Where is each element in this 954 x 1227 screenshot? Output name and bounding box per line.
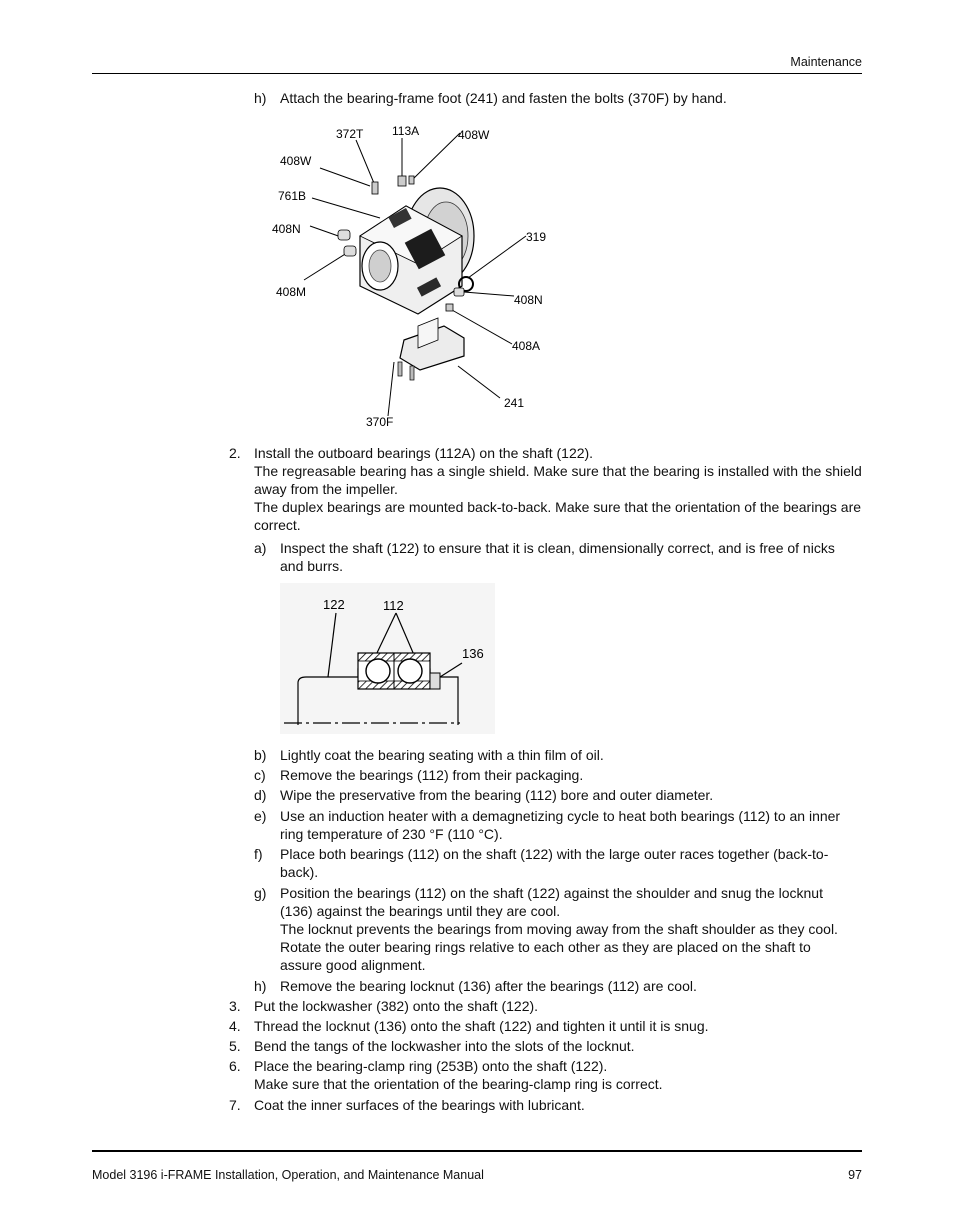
- step-6-note: Make sure that the orientation of the bearing-clamp ring is correct.: [254, 1076, 663, 1092]
- footer-page-number: 97: [848, 1168, 862, 1182]
- substep-text: Wipe the preservative from the bearing (112) bore and outer diameter.: [280, 787, 714, 803]
- callout-408w-left: 408W: [280, 154, 312, 168]
- callout-113a: 113A: [392, 124, 420, 138]
- step-2-body: [254, 444, 865, 534]
- header-rule: [92, 73, 862, 74]
- step-number: 2.: [229, 445, 241, 461]
- footer-rule: [92, 1150, 862, 1152]
- substep-label: h): [254, 978, 267, 994]
- step-number: 6.: [229, 1058, 241, 1074]
- callout-408n-right: 408N: [514, 293, 543, 307]
- substep-label: b): [254, 747, 267, 763]
- step-number: 3.: [229, 998, 241, 1014]
- step-text: Put the lockwasher (382) onto the shaft (122).: [254, 998, 539, 1014]
- step-2-note-shield: The regreasable bearing has a single shield. Make sure that the bearing is installed with the shield away from the impeller.: [254, 463, 862, 497]
- substep-text: Remove the bearing locknut (136) after the bearings (112) are cool.: [280, 978, 697, 994]
- substep-text: Position the bearings (112) on the shaft (122) against the shoulder and snug the locknut (136) against the bearings until they are cool.: [280, 885, 823, 919]
- callout-372t: 372T: [336, 127, 364, 141]
- step-text: Thread the locknut (136) onto the shaft (122) and tighten it until it is snug.: [254, 1018, 709, 1034]
- step-number: 5.: [229, 1038, 241, 1054]
- substep-g-body: [280, 884, 846, 974]
- substep-label: d): [254, 787, 267, 803]
- callout-112: 112: [383, 598, 404, 613]
- step-label: h): [254, 90, 267, 106]
- running-header: Maintenance: [790, 55, 862, 69]
- substep-label: f): [254, 846, 263, 862]
- step-number: 4.: [229, 1018, 241, 1034]
- substep-text: Use an induction heater with a demagnetizing cycle to heat both bearings (112) to an inner ring temperature of 230 °F (110 °C).: [280, 808, 841, 842]
- callout-408m: 408M: [276, 285, 307, 299]
- substep-text: Inspect the shaft (122) to ensure that it is clean, dimensionally correct, and is free of nicks and burrs.: [280, 540, 835, 574]
- substep-text: Remove the bearings (112) from their packaging.: [280, 767, 584, 783]
- step-text: Place the bearing-clamp ring (253B) onto the shaft (122).: [254, 1058, 608, 1074]
- callout-408w-top: 408W: [458, 128, 490, 142]
- substep-text: Place both bearings (112) on the shaft (122) with the large outer races together (back-to-back).: [280, 846, 829, 880]
- callout-370f: 370F: [366, 415, 394, 429]
- callout-408n-left: 408N: [272, 222, 301, 236]
- shaft-bearing-section-figure: [280, 583, 495, 734]
- bearing-frame-exploded-figure: [268, 118, 558, 436]
- callout-241: 241: [504, 396, 525, 410]
- substep-label: g): [254, 885, 267, 901]
- step-text: Bend the tangs of the lockwasher into the slots of the locknut.: [254, 1038, 635, 1054]
- step-text: Attach the bearing-frame foot (241) and fasten the bolts (370F) by hand.: [280, 90, 727, 106]
- step-6-body: [254, 1057, 865, 1093]
- step-number: 7.: [229, 1097, 241, 1113]
- callout-761b: 761B: [278, 189, 307, 203]
- callout-136: 136: [462, 646, 484, 661]
- substep-label: e): [254, 808, 267, 824]
- substep-label: c): [254, 767, 266, 783]
- step-text: Coat the inner surfaces of the bearings with lubricant.: [254, 1097, 585, 1113]
- step-2-note-duplex: The duplex bearings are mounted back-to-back. Make sure that the orientation of the bearings are correct.: [254, 499, 862, 533]
- callout-122: 122: [323, 597, 345, 612]
- substep-g-note: The locknut prevents the bearings from moving away from the shaft shoulder as they cool. Rotate the outer bearing rings relative to each other as they are placed on the shaft to assure good alignment.: [280, 921, 838, 973]
- step-2-title: Install the outboard bearings (112A) on the shaft (122).: [254, 445, 594, 461]
- substep-label: a): [254, 540, 267, 556]
- callout-319: 319: [526, 230, 547, 244]
- substep-text: Lightly coat the bearing seating with a thin film of oil.: [280, 747, 604, 763]
- footer-manual-title: Model 3196 i-FRAME Installation, Operation, and Maintenance Manual: [92, 1168, 484, 1182]
- callout-408a: 408A: [512, 339, 541, 353]
